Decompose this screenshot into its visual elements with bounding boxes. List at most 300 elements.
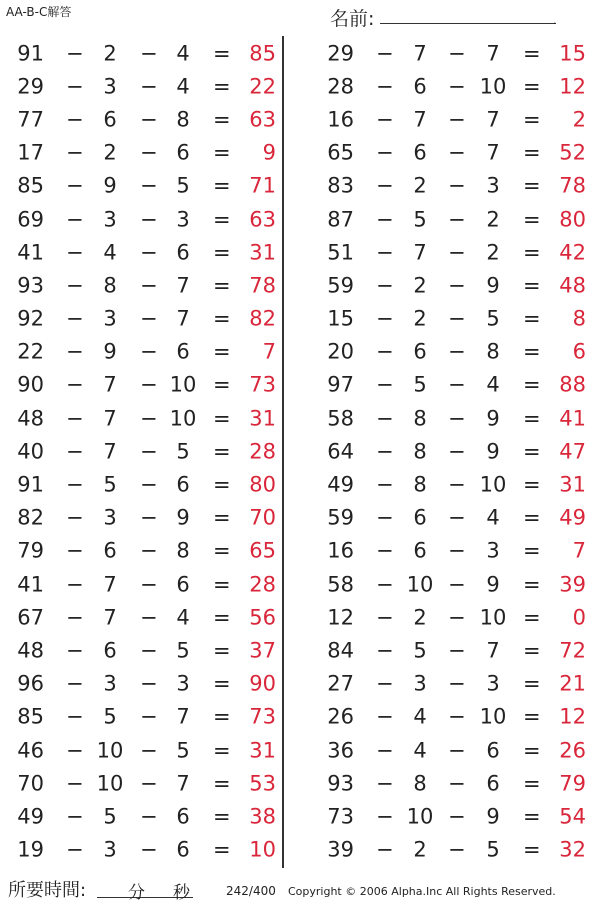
- minus-sign: −: [376, 837, 394, 862]
- minus-sign: −: [66, 240, 84, 265]
- subtrahend-1: 10: [96, 771, 124, 796]
- equals-sign: =: [523, 74, 541, 99]
- equals-sign: =: [213, 140, 231, 165]
- answer: 80: [249, 472, 276, 497]
- minuend: 73: [327, 804, 354, 829]
- subtrahend-2: 3: [176, 671, 190, 696]
- subtrahend-1: 8: [413, 439, 427, 464]
- equals-sign: =: [213, 273, 231, 298]
- minuend: 51: [327, 240, 354, 265]
- minus-sign: −: [66, 74, 84, 99]
- subtrahend-2: 6: [486, 771, 500, 796]
- equals-sign: =: [213, 439, 231, 464]
- minus-sign: −: [140, 339, 158, 364]
- equals-sign: =: [523, 41, 541, 66]
- minus-sign: −: [66, 538, 84, 563]
- subtrahend-1: 6: [413, 505, 427, 530]
- subtrahend-2: 5: [176, 738, 190, 763]
- subtrahend-1: 2: [413, 273, 427, 298]
- subtrahend-1: 5: [103, 804, 117, 829]
- subtrahend-2: 4: [176, 605, 190, 630]
- minuend: 16: [327, 107, 354, 132]
- subtrahend-2: 7: [176, 771, 190, 796]
- minus-sign: −: [448, 738, 466, 763]
- worksheet-title: AA-B-C解答: [6, 5, 72, 19]
- minus-sign: −: [66, 306, 84, 331]
- minuend: 28: [327, 74, 354, 99]
- minuend: 27: [327, 671, 354, 696]
- minus-sign: −: [376, 439, 394, 464]
- minuend: 85: [17, 704, 44, 729]
- minus-sign: −: [376, 372, 394, 397]
- minus-sign: −: [66, 406, 84, 431]
- subtrahend-2: 7: [176, 273, 190, 298]
- answer: 78: [559, 173, 586, 198]
- subtrahend-1: 6: [413, 339, 427, 364]
- minus-sign: −: [376, 240, 394, 265]
- answer: 71: [249, 173, 276, 198]
- minus-sign: −: [448, 372, 466, 397]
- minuend: 49: [17, 804, 44, 829]
- minuend: 29: [327, 41, 354, 66]
- minus-sign: −: [376, 771, 394, 796]
- minuend: 59: [327, 273, 354, 298]
- subtrahend-1: 2: [413, 837, 427, 862]
- answer: 42: [559, 240, 586, 265]
- equals-sign: =: [523, 837, 541, 862]
- minus-sign: −: [140, 605, 158, 630]
- equals-sign: =: [523, 173, 541, 198]
- subtrahend-1: 8: [413, 472, 427, 497]
- subtrahend-1: 5: [413, 372, 427, 397]
- equals-sign: =: [213, 372, 231, 397]
- subtrahend-1: 7: [413, 107, 427, 132]
- equals-sign: =: [213, 671, 231, 696]
- subtrahend-1: 7: [103, 406, 117, 431]
- minus-sign: −: [448, 804, 466, 829]
- equals-sign: =: [523, 704, 541, 729]
- minus-sign: −: [140, 240, 158, 265]
- subtrahend-2: 7: [176, 306, 190, 331]
- minuend: 85: [17, 173, 44, 198]
- minuend: 59: [327, 505, 354, 530]
- minuend: 39: [327, 837, 354, 862]
- subtrahend-2: 6: [486, 738, 500, 763]
- subtrahend-1: 4: [413, 704, 427, 729]
- subtrahend-1: 6: [103, 107, 117, 132]
- minus-sign: −: [376, 273, 394, 298]
- minus-sign: −: [448, 140, 466, 165]
- subtrahend-2: 6: [176, 472, 190, 497]
- equals-sign: =: [523, 107, 541, 132]
- subtrahend-2: 9: [176, 505, 190, 530]
- minus-sign: −: [376, 472, 394, 497]
- equals-sign: =: [213, 738, 231, 763]
- minus-sign: −: [448, 671, 466, 696]
- name-dot: .: [553, 14, 557, 27]
- minus-sign: −: [376, 339, 394, 364]
- answer: 39: [559, 572, 586, 597]
- minus-sign: −: [376, 738, 394, 763]
- minus-sign: −: [66, 837, 84, 862]
- minus-sign: −: [376, 207, 394, 232]
- subtrahend-1: 3: [103, 306, 117, 331]
- minus-sign: −: [376, 173, 394, 198]
- minus-sign: −: [66, 41, 84, 66]
- equals-sign: =: [213, 605, 231, 630]
- minus-sign: −: [66, 505, 84, 530]
- equals-sign: =: [523, 771, 541, 796]
- answer: 28: [249, 572, 276, 597]
- subtrahend-2: 6: [176, 837, 190, 862]
- subtrahend-1: 10: [406, 572, 434, 597]
- equals-sign: =: [523, 605, 541, 630]
- subtrahend-1: 3: [413, 671, 427, 696]
- subtrahend-2: 6: [176, 240, 190, 265]
- subtrahend-1: 3: [103, 505, 117, 530]
- subtrahend-2: 10: [169, 372, 197, 397]
- subtrahend-2: 4: [176, 74, 190, 99]
- equals-sign: =: [523, 738, 541, 763]
- subtrahend-1: 8: [413, 771, 427, 796]
- subtrahend-1: 5: [413, 207, 427, 232]
- minus-sign: −: [376, 505, 394, 530]
- minus-sign: −: [448, 638, 466, 663]
- subtrahend-2: 4: [176, 41, 190, 66]
- equals-sign: =: [213, 572, 231, 597]
- answer: 15: [559, 41, 586, 66]
- minuend: 48: [17, 406, 44, 431]
- subtrahend-2: 6: [176, 804, 190, 829]
- minuend: 26: [327, 704, 354, 729]
- answer: 53: [249, 771, 276, 796]
- answer: 49: [559, 505, 586, 530]
- minus-sign: −: [66, 372, 84, 397]
- minuend: 58: [327, 572, 354, 597]
- minus-sign: −: [140, 439, 158, 464]
- page-number: 242/400: [226, 884, 276, 898]
- minuend: 64: [327, 439, 354, 464]
- subtrahend-1: 2: [413, 605, 427, 630]
- equals-sign: =: [523, 572, 541, 597]
- equals-sign: =: [213, 804, 231, 829]
- minus-sign: −: [66, 207, 84, 232]
- minuend: 16: [327, 538, 354, 563]
- minus-sign: −: [376, 804, 394, 829]
- subtrahend-1: 9: [103, 339, 117, 364]
- subtrahend-1: 6: [413, 74, 427, 99]
- subtrahend-1: 5: [103, 704, 117, 729]
- equals-sign: =: [523, 207, 541, 232]
- subtrahend-2: 6: [176, 140, 190, 165]
- answer: 54: [559, 804, 586, 829]
- minus-sign: −: [448, 273, 466, 298]
- equals-sign: =: [523, 804, 541, 829]
- subtrahend-2: 9: [486, 273, 500, 298]
- answer: 52: [559, 140, 586, 165]
- minus-sign: −: [376, 572, 394, 597]
- subtrahend-2: 9: [486, 572, 500, 597]
- answer: 47: [559, 439, 586, 464]
- minus-sign: −: [448, 704, 466, 729]
- subtrahend-2: 8: [176, 107, 190, 132]
- subtrahend-2: 5: [486, 837, 500, 862]
- minuend: 93: [17, 273, 44, 298]
- minus-sign: −: [376, 538, 394, 563]
- minuend: 58: [327, 406, 354, 431]
- subtrahend-2: 3: [486, 538, 500, 563]
- minus-sign: −: [140, 704, 158, 729]
- equals-sign: =: [213, 538, 231, 563]
- answer: 6: [572, 339, 586, 364]
- minuend: 82: [17, 505, 44, 530]
- subtrahend-1: 7: [413, 41, 427, 66]
- minuend: 49: [327, 472, 354, 497]
- minus-sign: −: [376, 107, 394, 132]
- equals-sign: =: [523, 339, 541, 364]
- equals-sign: =: [523, 472, 541, 497]
- subtrahend-2: 6: [176, 572, 190, 597]
- minus-sign: −: [140, 505, 158, 530]
- minus-sign: −: [448, 240, 466, 265]
- subtrahend-2: 9: [486, 439, 500, 464]
- equals-sign: =: [213, 306, 231, 331]
- answer: 22: [249, 74, 276, 99]
- minuend: 41: [17, 240, 44, 265]
- answer: 31: [249, 406, 276, 431]
- minus-sign: −: [66, 140, 84, 165]
- subtrahend-1: 3: [103, 671, 117, 696]
- answer: 9: [262, 140, 276, 165]
- answer: 63: [249, 207, 276, 232]
- equals-sign: =: [213, 173, 231, 198]
- subtrahend-2: 10: [169, 406, 197, 431]
- equals-sign: =: [213, 240, 231, 265]
- minus-sign: −: [140, 738, 158, 763]
- minuend: 77: [17, 107, 44, 132]
- subtrahend-2: 7: [486, 41, 500, 66]
- minuend: 92: [17, 306, 44, 331]
- minuend: 87: [327, 207, 354, 232]
- equals-sign: =: [523, 306, 541, 331]
- minus-sign: −: [140, 538, 158, 563]
- minus-sign: −: [448, 74, 466, 99]
- equals-sign: =: [213, 339, 231, 364]
- minuend: 83: [327, 173, 354, 198]
- name-line: [380, 23, 556, 24]
- minus-sign: −: [140, 207, 158, 232]
- minuend: 40: [17, 439, 44, 464]
- subtrahend-1: 8: [413, 406, 427, 431]
- seconds-label: 秒: [173, 883, 190, 903]
- subtrahend-1: 2: [103, 41, 117, 66]
- subtrahend-2: 4: [486, 372, 500, 397]
- equals-sign: =: [523, 538, 541, 563]
- answer: 78: [249, 273, 276, 298]
- minus-sign: −: [66, 339, 84, 364]
- minuend: 12: [327, 605, 354, 630]
- subtrahend-1: 9: [103, 173, 117, 198]
- minus-sign: −: [66, 771, 84, 796]
- answer: 26: [559, 738, 586, 763]
- subtrahend-2: 3: [486, 671, 500, 696]
- minus-sign: −: [448, 605, 466, 630]
- equals-sign: =: [523, 273, 541, 298]
- subtrahend-1: 10: [406, 804, 434, 829]
- minus-sign: −: [448, 771, 466, 796]
- equals-sign: =: [213, 505, 231, 530]
- minus-sign: −: [376, 406, 394, 431]
- minus-sign: −: [376, 638, 394, 663]
- minus-sign: −: [66, 439, 84, 464]
- subtrahend-2: 2: [486, 240, 500, 265]
- subtrahend-1: 10: [96, 738, 124, 763]
- minus-sign: −: [448, 538, 466, 563]
- answer: 79: [559, 771, 586, 796]
- minus-sign: −: [376, 605, 394, 630]
- answer: 21: [559, 671, 586, 696]
- minus-sign: −: [448, 472, 466, 497]
- equals-sign: =: [523, 671, 541, 696]
- minus-sign: −: [448, 339, 466, 364]
- minus-sign: −: [140, 140, 158, 165]
- minuend: 67: [17, 605, 44, 630]
- answer: 82: [249, 306, 276, 331]
- answer: 7: [572, 538, 586, 563]
- minus-sign: −: [140, 306, 158, 331]
- minuend: 17: [17, 140, 44, 165]
- minuend: 97: [327, 372, 354, 397]
- minus-sign: −: [66, 671, 84, 696]
- name-label: 名前:: [330, 8, 375, 30]
- minus-sign: −: [140, 406, 158, 431]
- equals-sign: =: [213, 41, 231, 66]
- subtrahend-2: 10: [479, 472, 507, 497]
- answer: 8: [572, 306, 586, 331]
- minus-sign: −: [66, 605, 84, 630]
- subtrahend-2: 5: [176, 439, 190, 464]
- minuend: 19: [17, 837, 44, 862]
- minus-sign: −: [376, 74, 394, 99]
- subtrahend-2: 9: [486, 406, 500, 431]
- subtrahend-1: 7: [103, 572, 117, 597]
- subtrahend-1: 8: [103, 273, 117, 298]
- answer: 28: [249, 439, 276, 464]
- minus-sign: −: [66, 107, 84, 132]
- answer: 72: [559, 638, 586, 663]
- answer: 80: [559, 207, 586, 232]
- subtrahend-1: 5: [413, 638, 427, 663]
- subtrahend-2: 2: [486, 207, 500, 232]
- subtrahend-2: 4: [486, 505, 500, 530]
- subtrahend-1: 6: [413, 140, 427, 165]
- answer: 56: [249, 605, 276, 630]
- minus-sign: −: [140, 273, 158, 298]
- subtrahend-1: 4: [413, 738, 427, 763]
- minus-sign: −: [140, 671, 158, 696]
- equals-sign: =: [213, 207, 231, 232]
- answer: 48: [559, 273, 586, 298]
- subtrahend-1: 6: [103, 638, 117, 663]
- minuend: 20: [327, 339, 354, 364]
- minus-sign: −: [376, 41, 394, 66]
- minus-sign: −: [66, 472, 84, 497]
- answer: 88: [559, 372, 586, 397]
- subtrahend-1: 2: [413, 173, 427, 198]
- minuend: 41: [17, 572, 44, 597]
- minus-sign: −: [448, 572, 466, 597]
- minus-sign: −: [376, 306, 394, 331]
- minus-sign: −: [448, 505, 466, 530]
- minus-sign: −: [448, 306, 466, 331]
- minuend: 29: [17, 74, 44, 99]
- equals-sign: =: [213, 638, 231, 663]
- time-label: 所要時間:: [8, 880, 87, 901]
- subtrahend-1: 2: [413, 306, 427, 331]
- minuend: 15: [327, 306, 354, 331]
- minus-sign: −: [66, 173, 84, 198]
- answer: 37: [249, 638, 276, 663]
- minus-sign: −: [448, 107, 466, 132]
- subtrahend-2: 5: [486, 306, 500, 331]
- minus-sign: −: [376, 140, 394, 165]
- answer: 12: [559, 74, 586, 99]
- subtrahend-2: 7: [486, 140, 500, 165]
- minus-sign: −: [448, 837, 466, 862]
- subtrahend-1: 7: [103, 439, 117, 464]
- subtrahend-2: 10: [479, 605, 507, 630]
- subtrahend-2: 10: [479, 704, 507, 729]
- equals-sign: =: [523, 372, 541, 397]
- subtrahend-1: 7: [103, 605, 117, 630]
- subtrahend-2: 3: [176, 207, 190, 232]
- answer: 73: [249, 372, 276, 397]
- subtrahend-1: 6: [103, 538, 117, 563]
- subtrahend-1: 2: [103, 140, 117, 165]
- minus-sign: −: [140, 173, 158, 198]
- minus-sign: −: [66, 804, 84, 829]
- answer: 0: [572, 605, 586, 630]
- minus-sign: −: [66, 738, 84, 763]
- subtrahend-2: 3: [486, 173, 500, 198]
- answer: 41: [559, 406, 586, 431]
- minus-sign: −: [448, 41, 466, 66]
- equals-sign: =: [213, 406, 231, 431]
- subtrahend-2: 8: [176, 538, 190, 563]
- column-divider: [282, 36, 284, 868]
- answer: 31: [249, 240, 276, 265]
- subtrahend-2: 7: [176, 704, 190, 729]
- answer: 63: [249, 107, 276, 132]
- minus-sign: −: [140, 41, 158, 66]
- equals-sign: =: [523, 638, 541, 663]
- minutes-label: 分: [128, 883, 145, 903]
- subtrahend-1: 6: [413, 538, 427, 563]
- subtrahend-1: 3: [103, 207, 117, 232]
- equals-sign: =: [523, 439, 541, 464]
- answer: 90: [249, 671, 276, 696]
- minus-sign: −: [66, 704, 84, 729]
- minuend: 69: [17, 207, 44, 232]
- answer: 73: [249, 704, 276, 729]
- equals-sign: =: [523, 505, 541, 530]
- answer: 31: [559, 472, 586, 497]
- answer: 38: [249, 804, 276, 829]
- answer: 7: [262, 339, 276, 364]
- minus-sign: −: [140, 107, 158, 132]
- subtrahend-1: 3: [103, 74, 117, 99]
- answer: 31: [249, 738, 276, 763]
